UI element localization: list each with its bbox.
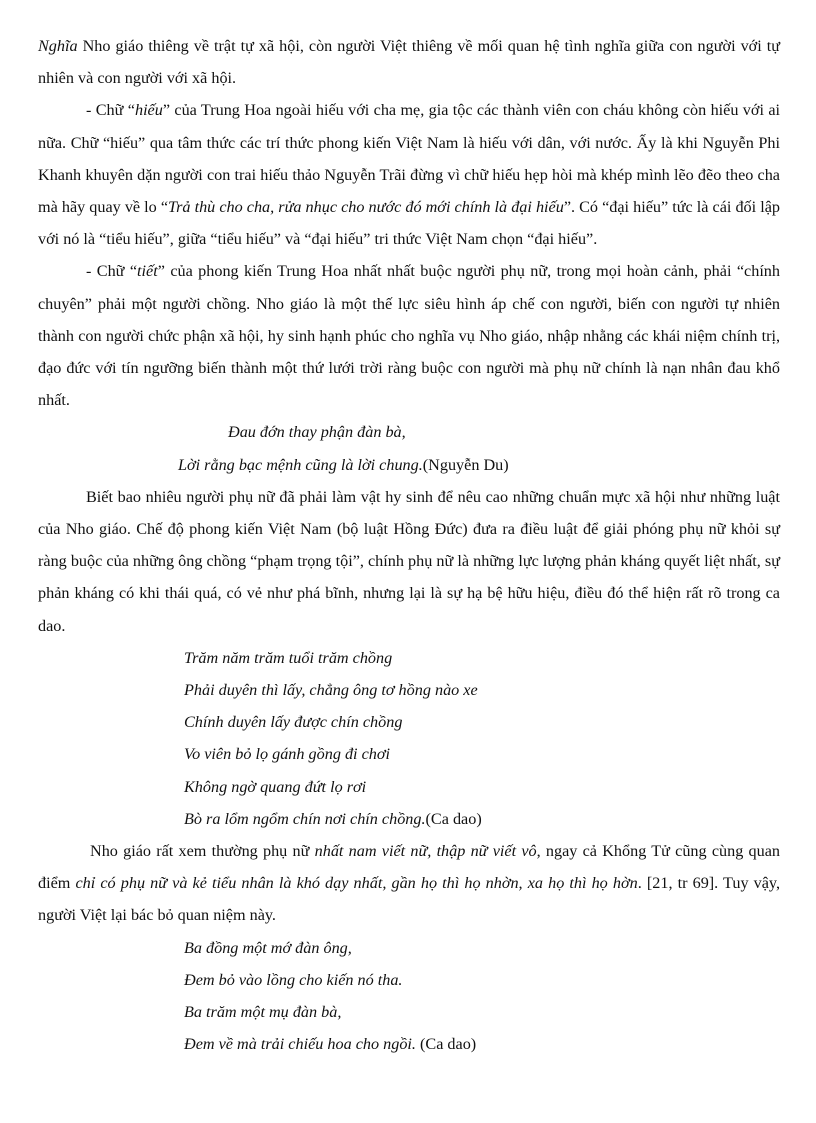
poem-line (228, 416, 780, 448)
italic-term: tiết (137, 262, 158, 281)
poem-line-text: Bò ra lổm ngổm chín nơi chín chồng. (184, 809, 426, 828)
poem-source: (Ca dao) (425, 809, 482, 828)
poem-line (178, 449, 780, 481)
poem-source: (Ca dao) (415, 1035, 477, 1054)
poem-ca-dao-2 (38, 932, 780, 1061)
poem-line-text: Trăm năm trăm tuổi trăm chồng (184, 648, 393, 667)
paragraph-text: , ngay cả Khổng Tử cũng cùng quan điểm (38, 842, 781, 893)
paragraph-text: - Chữ “ (86, 101, 135, 120)
poem-line-text: Lời rằng bạc mệnh cũng là lời chung. (178, 455, 423, 474)
poem-line (184, 1028, 780, 1060)
poem-line-text: Đem về mà trải chiếu hoa cho ngồi. (184, 1035, 416, 1054)
poem-line-text: Vo viên bỏ lọ gánh gồng đi chơi (184, 745, 391, 764)
poem-line (184, 706, 780, 738)
paragraph-tiet (38, 255, 780, 416)
poem-line (184, 674, 780, 706)
paragraph-khong-tu (38, 835, 780, 932)
poem-line (184, 932, 780, 964)
poem-source: (Nguyễn Du) (422, 455, 509, 474)
italic-quote: nhất nam viết nữ, thập nữ viết vô (314, 842, 537, 861)
paragraph-text: Nho giáo rất xem thường phụ nữ (90, 842, 315, 861)
paragraph-text: ” của phong kiến Trung Hoa nhất nhất buộc người phụ nữ, trong mọi hoàn cảnh, phải “chính chuyên” phải một người chồng. Nho giáo là một thế lực siêu hình áp chế con người, biến con người tự nhiên thành con người chức phận xã hội, hy sinh hạnh phúc cho nghĩa vụ Nho giáo, nhập nhằng các khái niệm chính trị, đạo đức với tín ngưỡng biến thành một thứ lưới trời ràng buộc con người mà phụ nữ chính là nạn nhân đau khổ nhất. (38, 262, 780, 410)
poem-line (184, 964, 780, 996)
italic-term: Nghĩa (38, 37, 78, 55)
poem-line-text: Đau đớn thay phận đàn bà, (228, 423, 406, 442)
paragraph-nghia (38, 30, 780, 94)
paragraph-text: Nho giáo thiêng về trật tự xã hội, còn người Việt thiêng về mối quan hệ tình nghĩa giữa con người với tự nhiên và con người với xã hội. (38, 37, 780, 88)
poem-line-text: Không ngờ quang đứt lọ rơi (184, 777, 367, 796)
paragraph-hieu (38, 94, 780, 255)
paragraph-text: . [21, tr 69]. Tuy vậy, người Việt lại bác bỏ quan niệm này. (38, 874, 781, 925)
poem-line (184, 771, 780, 803)
poem-line-text: Chính duyên lấy được chín chồng (184, 713, 403, 732)
poem-line-text: Ba trăm một mụ đàn bà, (184, 1003, 342, 1022)
poem-nguyen-du (38, 416, 780, 480)
poem-line (184, 738, 780, 770)
paragraph-phu-nu: Biết bao nhiêu người phụ nữ đã phải làm vật hy sinh để nêu cao những chuẩn mực xã hội như những luật của Nho giáo. Chế độ phong kiến Việt Nam (bộ luật Hồng Đức) đưa ra điều luật để giải phóng phụ nữ khỏi sự ràng buộc của những ông chồng “phạm trọng tội”, chính phụ nữ là những lực lượng phản kháng quyết liệt nhất, sự phản kháng có khi thái quá, có vẻ như phá bĩnh, nhưng lại là sự hạ bệ hữu hiệu, điều đó thể hiện rất rõ trong ca dao. (38, 487, 780, 635)
poem-line-text: Đem bỏ vào lồng cho kiến nó tha. (184, 970, 403, 989)
paragraph-text: ” của Trung Hoa ngoài hiếu với cha mẹ, gia tộc các thành viên con cháu không còn hiếu với ai nữa. Chữ “hiếu” qua tâm thức các trí thức phong kiến Việt Nam là hiếu với dân, với nước. Ấy là khi Nguyễn Phi Khanh khuyên dặn người con trai hiếu thảo Nguyễn Trãi đừng vì chữ hiếu hẹp hòi mà khép mình lẽo đẽo theo cha mà hãy quay về lo “ (38, 101, 781, 217)
italic-quote: Trả thù cho cha, rửa nhục cho nước đó mới chính là đại hiếu (168, 198, 564, 217)
poem-ca-dao-1 (38, 642, 780, 835)
poem-line-text: Ba đồng một mớ đàn ông, (184, 938, 352, 957)
poem-line (184, 642, 780, 674)
italic-quote: chỉ có phụ nữ và kẻ tiểu nhân là khó dạy nhất, gần họ thì họ nhờn, xa họ thì họ hờn (75, 874, 638, 893)
poem-line (184, 803, 780, 835)
poem-line-text: Phải duyên thì lấy, chẳng ông tơ hồng nào xe (184, 681, 478, 700)
paragraph-text: ”. Có “đại hiếu” tức là cái đối lập với nó là “tiểu hiếu”, giữa “tiểu hiếu” và “đại hiếu” tri thức Việt Nam chọn “đại hiếu”. (38, 198, 780, 249)
italic-term: hiếu (134, 101, 163, 120)
paragraph-text: - Chữ “ (86, 262, 138, 281)
document-page (38, 30, 780, 1061)
poem-line (184, 996, 780, 1028)
